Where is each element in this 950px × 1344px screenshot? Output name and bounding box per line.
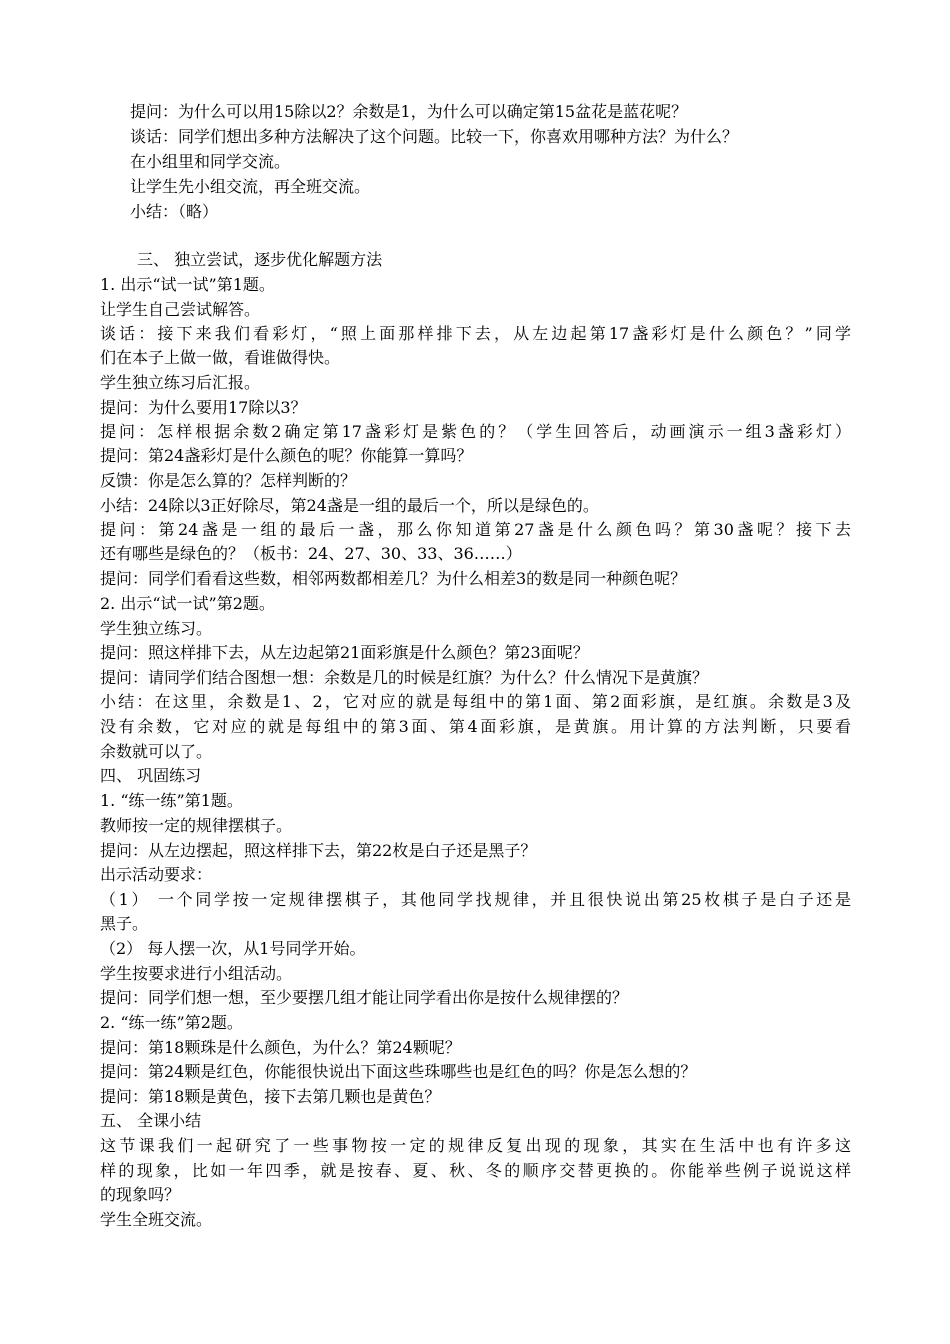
paragraph-line: 让学生自己尝试解答。 (100, 300, 261, 319)
paragraph-line: 黑子。 (100, 914, 149, 933)
paragraph-line: 2. 出示“试一试”第2题。 (100, 594, 275, 613)
intro-line: 在小组里和同学交流。 (130, 152, 291, 171)
paragraph-line: 提问：怎样根据余数2确定第17盏彩灯是紫色的？（学生回答后，动画演示一组3盏彩灯） (100, 422, 851, 441)
paragraph-line: 提问：第18颗是黄色，接下去第几颗也是黄色？ (100, 1087, 441, 1106)
paragraph-line: 提问：从左边摆起，照这样排下去，第22枚是白子还是黑子？ (100, 841, 537, 860)
paragraph-line: 提问：同学们想一想，至少要摆几组才能让同学看出你是按什么规律摆的？ (100, 988, 629, 1007)
paragraph-line: 1. 出示“试一试”第1题。 (100, 275, 275, 294)
paragraph-line: 提问：请同学们结合图想一想：余数是几的时候是红旗？为什么？什么情况下是黄旗？ (100, 668, 709, 687)
paragraph-line: 的现象吗？ (100, 1185, 181, 1204)
paragraph-line: 余数就可以了。 (100, 742, 213, 761)
paragraph-line: （1） 一个同学按一定规律摆棋子，其他同学找规律，并且很快说出第25枚棋子是白子还是 (100, 890, 851, 909)
paragraph-line: 提问：同学们看看这些数，相邻两数都相差几？为什么相差3的数是同一种颜色呢？ (100, 569, 687, 588)
paragraph-line: 学生独立练习后汇报。 (100, 373, 261, 392)
paragraph-line: 谈话：接下来我们看彩灯，“照上面那样排下去，从左边起第17盏彩灯是什么颜色？”同学 (100, 324, 851, 343)
paragraph-line: 提问：为什么要用17除以3？ (100, 398, 307, 417)
section-heading-3: 三、 独立尝试，逐步优化解题方法 (137, 250, 383, 269)
paragraph-line: 反馈：你是怎么算的？怎样判断的？ (100, 471, 357, 490)
intro-line: 谈话：同学们想出多种方法解决了这个问题。比较一下，你喜欢用哪种方法？为什么？ (130, 127, 739, 146)
paragraph-line: 提问：第24盏是一组的最后一盏，那么你知道第27盏是什么颜色吗？第30盏呢？接下去 (100, 520, 851, 539)
paragraph-line: 小结：24除以3正好除尽，第24盏是一组的最后一个，所以是绿色的。 (100, 496, 599, 515)
intro-summary: 小结：（略） (130, 202, 219, 221)
paragraph-line: 样的现象，比如一年四季，就是按春、夏、秋、冬的顺序交替更换的。你能举些例子说说这样 (100, 1161, 851, 1180)
intro-line: 让学生先小组交流，再全班交流。 (130, 177, 371, 196)
paragraph-line: 学生按要求进行小组活动。 (100, 964, 293, 983)
paragraph-line: 学生全班交流。 (100, 1210, 213, 1229)
paragraph-line: 出示活动要求： (100, 865, 213, 884)
section-heading-5: 五、 全课小结 (100, 1111, 202, 1130)
paragraph-line: 没有余数，它对应的就是每组中的第3面、第4面彩旗，是黄旗。用计算的方法判断，只要看 (100, 717, 851, 736)
paragraph-line: 小结：在这里，余数是1、2，它对应的就是每组中的第1面、第2面彩旗，是红旗。余数是3及 (100, 692, 851, 711)
paragraph-line: 提问：第24盏彩灯是什么颜色的呢？你能算一算吗？ (100, 446, 473, 465)
paragraph-line: 们在本子上做一做，看谁做得快。 (100, 348, 341, 367)
paragraph-line: 提问：第18颗珠是什么颜色，为什么？第24颗呢？ (100, 1038, 461, 1057)
paragraph-line: 学生独立练习。 (100, 619, 213, 638)
paragraph-line: （2） 每人摆一次，从1号同学开始。 (100, 939, 366, 958)
paragraph-line: 这节课我们一起研究了一些事物按一定的规律反复出现的现象，其实在生活中也有许多这 (100, 1136, 851, 1155)
paragraph-line: 提问：照这样排下去，从左边起第21面彩旗是什么颜色？第23面呢？ (100, 643, 589, 662)
paragraph-line: 提问：第24颗是红色，你能很快说出下面这些珠哪些也是红色的吗？你是怎么想的？ (100, 1062, 697, 1081)
paragraph-line: 2. “练一练”第2题。 (100, 1013, 243, 1032)
paragraph-line: 1. “练一练”第1题。 (100, 791, 243, 810)
intro-line: 提问：为什么可以用15除以2？余数是1，为什么可以确定第15盆花是蓝花呢？ (130, 102, 688, 121)
paragraph-line: 还有哪些是绿色的？（板书：24、27、30、33、36……） (100, 544, 522, 563)
section-heading-4: 四、 巩固练习 (100, 766, 202, 785)
paragraph-line: 教师按一定的规律摆棋子。 (100, 816, 293, 835)
